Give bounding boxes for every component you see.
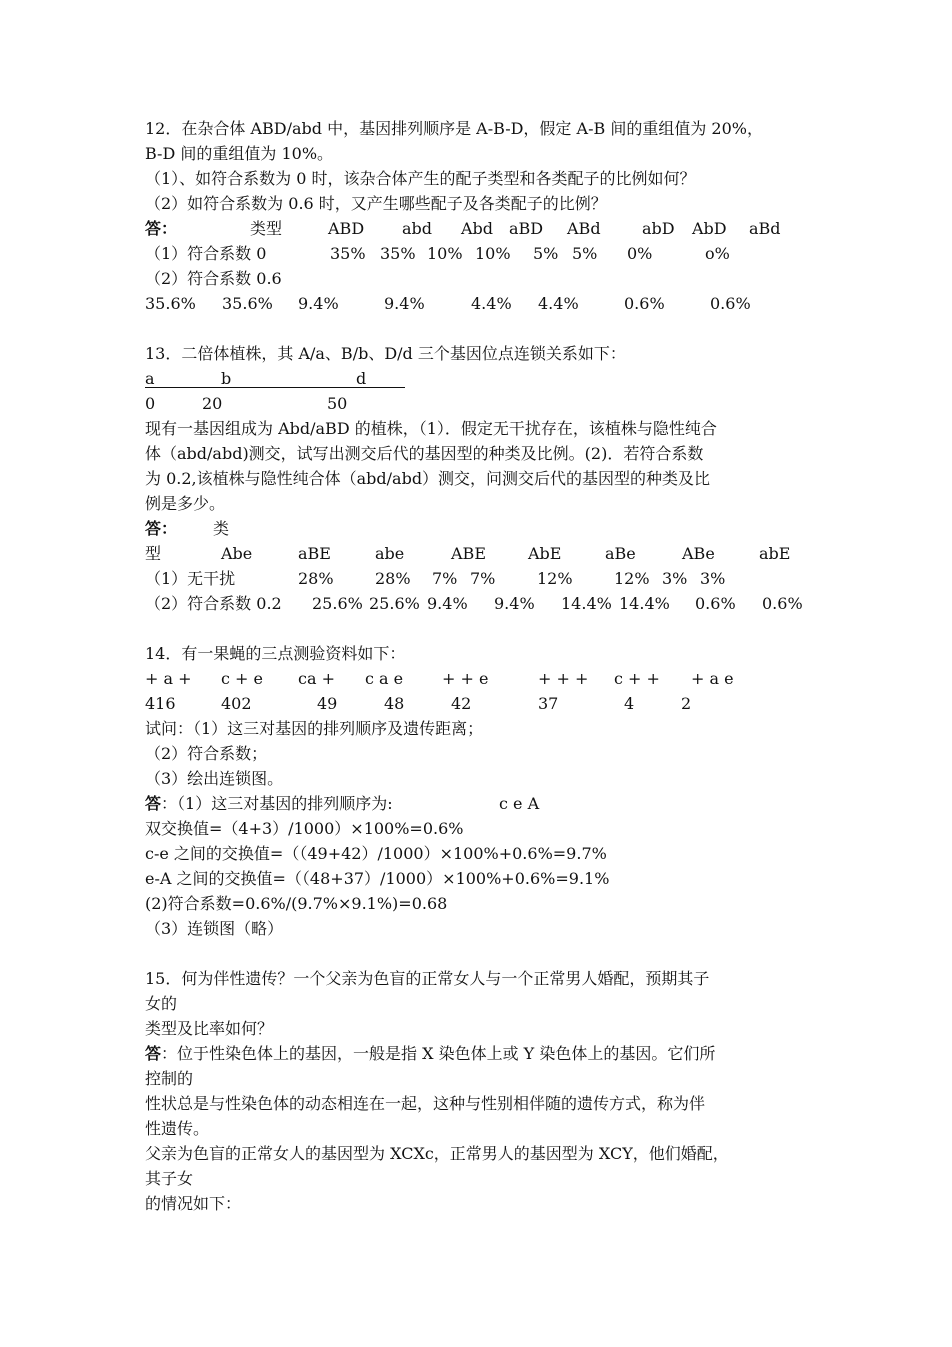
- q13-para-1: 现有一基因组成为 Abd/aBD 的植株，（1）．假定无干扰存在，该植株与隐性纯合: [145, 419, 717, 438]
- q15-answer-line-1: [145, 1043, 715, 1067]
- q13-map-line: [145, 387, 405, 388]
- q14-answer-line-1: [145, 793, 393, 817]
- q12-row1-cell: 10%: [427, 244, 463, 263]
- q13-map-gene-b: b: [221, 369, 232, 388]
- q13-header-cell: abe: [375, 544, 405, 563]
- q13-header-cell: AbE: [528, 544, 562, 563]
- q14-answer-text: ：（1）这三对基因的排列顺序为:: [161, 794, 393, 813]
- q14-count: 402: [221, 694, 252, 713]
- q12-row2-cell: 35.6%: [145, 294, 196, 313]
- q13-row2-cell: 9.4%: [494, 594, 535, 613]
- q12-line-1: 12．在杂合体 ABD/abd 中，基因排列顺序是 A-B-D，假定 A-B 间的重组值为 20%，: [145, 119, 763, 138]
- q12-line-4: （2）如符合系数为 0.6 时，又产生哪些配子及各类配子的比例？: [145, 194, 607, 213]
- q12-header-cell: ABD: [328, 219, 365, 238]
- q13-row2-label: （2）符合系数 0.2: [145, 594, 282, 613]
- q13-row2-cell: 0.6%: [762, 594, 803, 613]
- q13-header-cell: ABe: [682, 544, 715, 563]
- q12-row2-cell: 4.4%: [471, 294, 512, 313]
- q12-row1-cell: 0%: [627, 244, 653, 263]
- q14-question-2: （2）符合系数；: [145, 744, 268, 763]
- q14-class: + + e: [442, 669, 489, 688]
- q15-line-2: 女的: [145, 994, 178, 1013]
- q13-row1-cell: 12%: [614, 569, 650, 588]
- q12-header-cell: abd: [402, 219, 433, 238]
- q14-answer-line-6: （3）连锁图（略）: [145, 919, 284, 938]
- q14-class: + a +: [145, 669, 192, 688]
- q13-row2-cell: 25.6%: [369, 594, 420, 613]
- q15-answer-line-6: 其子女: [145, 1169, 194, 1188]
- q14-line-1: 14．有一果蝇的三点测验资料如下：: [145, 644, 406, 663]
- q12-header-cell: AbD: [692, 219, 727, 238]
- q13-header-type-b: 型: [145, 544, 162, 563]
- q14-class: c a e: [365, 669, 404, 688]
- q14-answer-line-4: e-A 之间的交换值=（（48+37）/1000）×100%+0.6%=9.1%: [145, 869, 610, 888]
- q13-row2-cell: 25.6%: [312, 594, 363, 613]
- q14-answer-order: c e A: [499, 794, 540, 813]
- q12-header-cell: aBd: [749, 219, 781, 238]
- q13-map-gene-a: a: [145, 369, 155, 388]
- q14-class: + a e: [691, 669, 734, 688]
- q12-row1-cell: 5%: [572, 244, 598, 263]
- q14-count: 4: [624, 694, 635, 713]
- q13-header-cell: Abe: [221, 544, 253, 563]
- q12-row2-cell: 9.4%: [384, 294, 425, 313]
- q13-row1-cell: 7%: [470, 569, 496, 588]
- q12-row1-cell: o%: [705, 244, 730, 263]
- q13-para-3: 为 0.2,该植株与隐性纯合体（abd/abd）测交，问测交后代的基因型的种类及比: [145, 469, 711, 488]
- q14-answer-line-5: (2)符合系数=0.6%/(9.7%×9.1%)=0.68: [145, 894, 448, 913]
- q12-answer-label: 答：: [145, 219, 178, 238]
- q14-answer-line-3: c-e 之间的交换值=（（49+42）/1000）×100%+0.6%=9.7%: [145, 844, 607, 863]
- q12-line-3: （1）、如符合系数为 0 时，该杂合体产生的配子类型和各类配子的比例如何？: [145, 169, 696, 188]
- q14-count: 42: [451, 694, 472, 713]
- q13-map-pos-50: 50: [327, 394, 348, 413]
- q15-answer-line-2: 控制的: [145, 1069, 194, 1088]
- q14-count: 37: [538, 694, 559, 713]
- q12-header-cell: ABd: [567, 219, 601, 238]
- q14-class: c + +: [614, 669, 660, 688]
- q13-row1-cell: 3%: [662, 569, 688, 588]
- q14-class: + + +: [538, 669, 589, 688]
- q15-answer-line-7: 的情况如下：: [145, 1194, 242, 1213]
- q14-count: 49: [317, 694, 338, 713]
- q13-header-cell: aBe: [605, 544, 636, 563]
- q12-row1-cell: 35%: [380, 244, 416, 263]
- q12-row1-cell: 35%: [330, 244, 366, 263]
- q13-header-type-a: 类: [213, 519, 230, 538]
- q13-line-1: 13．二倍体植株，其 A/a、B/b、D/d 三个基因位点连锁关系如下：: [145, 344, 626, 363]
- q12-row2-cell: 9.4%: [298, 294, 339, 313]
- q12-row2-cell: 0.6%: [710, 294, 751, 313]
- q13-para-2: 体（abd/abd)测交，试写出测交后代的基因型的种类及比例。(2)．若符合系数: [145, 444, 704, 463]
- q14-class: ca +: [298, 669, 335, 688]
- q14-count: 48: [384, 694, 405, 713]
- q14-question-1: 试问：（1）这三对基因的排列顺序及遗传距离；: [145, 719, 484, 738]
- q13-map-pos-0: 0: [145, 394, 156, 413]
- q13-map-gene-d: d: [356, 369, 367, 388]
- q14-question-3: （3）绘出连锁图。: [145, 769, 284, 788]
- q14-answer-label: 答: [145, 794, 162, 813]
- q15-answer-label: 答: [145, 1044, 162, 1063]
- q13-header-cell: aBE: [298, 544, 331, 563]
- q12-row1-cell: 5%: [533, 244, 559, 263]
- q13-row1-cell: 28%: [298, 569, 334, 588]
- q15-line-3: 类型及比率如何？: [145, 1019, 274, 1038]
- q12-row1-cell: 10%: [475, 244, 511, 263]
- q12-header-cell: abD: [642, 219, 675, 238]
- q12-row2-cell: 0.6%: [624, 294, 665, 313]
- q13-header-cell: ABE: [451, 544, 486, 563]
- q13-row2-cell: 14.4%: [561, 594, 612, 613]
- q13-row1-cell: 3%: [700, 569, 726, 588]
- q15-line-1: 15．何为伴性遗传？一个父亲为色盲的正常女人与一个正常男人婚配，预期其子: [145, 969, 710, 988]
- q15-answer-line-4: 性遗传。: [145, 1119, 210, 1138]
- q14-count: 416: [145, 694, 176, 713]
- q14-answer-line-2: 双交换值=（4+3）/1000）×100%=0.6%: [145, 819, 464, 838]
- q13-para-4: 例是多少。: [145, 494, 226, 513]
- q15-answer-text: ：位于性染色体上的基因，一般是指 X 染色体上或 Y 染色体上的基因。它们所: [161, 1044, 716, 1063]
- q12-row2-cell: 35.6%: [222, 294, 273, 313]
- q13-row2-cell: 9.4%: [427, 594, 468, 613]
- q13-row1-label: （1）无干扰: [145, 569, 236, 588]
- q13-row1-cell: 12%: [537, 569, 573, 588]
- q12-row1-label: （1）符合系数 0: [145, 244, 267, 263]
- q12-row2-label: （2）符合系数 0.6: [145, 269, 282, 288]
- q13-row1-cell: 7%: [432, 569, 458, 588]
- q12-header-cell: Abd: [461, 219, 494, 238]
- q14-class: c + e: [221, 669, 264, 688]
- q12-line-2: B-D 间的重组值为 10%。: [145, 144, 334, 163]
- q12-row2-cell: 4.4%: [538, 294, 579, 313]
- q13-row1-cell: 28%: [375, 569, 411, 588]
- q12-header-cell: aBD: [509, 219, 544, 238]
- q13-row2-cell: 14.4%: [619, 594, 670, 613]
- q12-header-type: 类型: [250, 219, 283, 238]
- q14-count: 2: [681, 694, 692, 713]
- q13-map-pos-20: 20: [202, 394, 223, 413]
- q13-answer-label: 答：: [145, 519, 178, 538]
- q13-row2-cell: 0.6%: [695, 594, 736, 613]
- q15-answer-line-3: 性状总是与性染色体的动态相连在一起，这种与性别相伴随的遗传方式，称为伴: [145, 1094, 706, 1113]
- q13-header-cell: abE: [759, 544, 791, 563]
- q15-answer-line-5: 父亲为色盲的正常女人的基因型为 XCXc，正常男人的基因型为 XCY，他们婚配，: [145, 1144, 729, 1163]
